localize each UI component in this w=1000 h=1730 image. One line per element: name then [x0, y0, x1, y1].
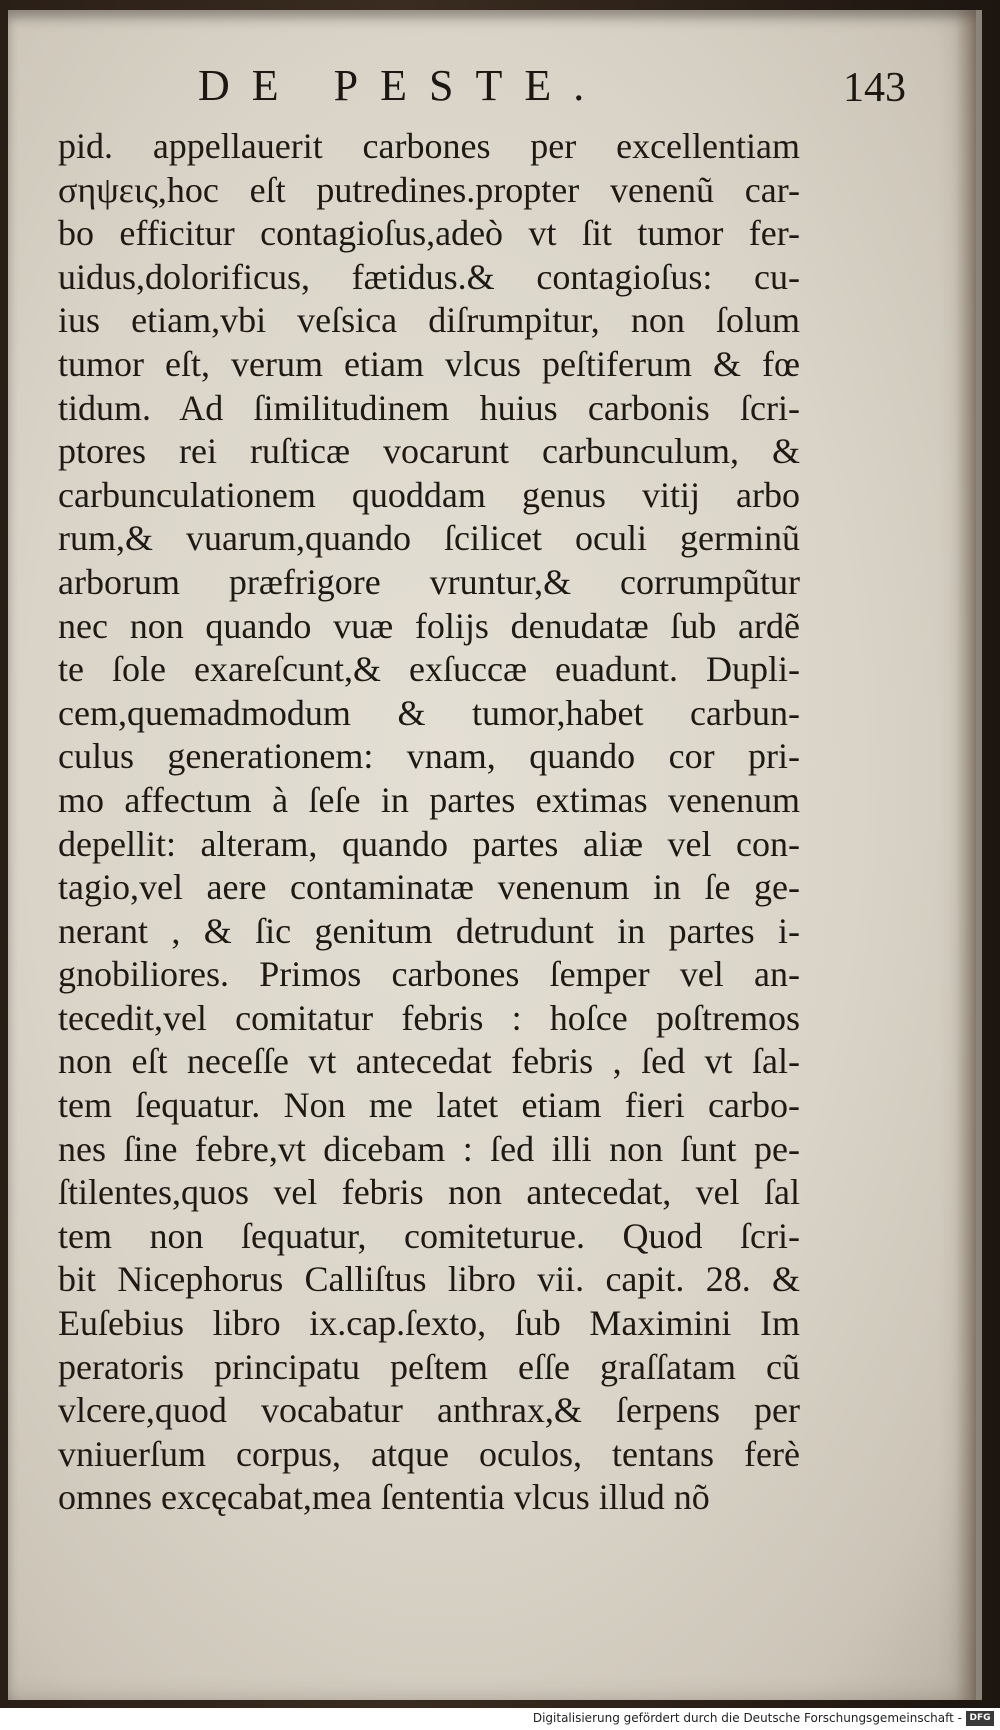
text-line: tidum. Ad ſimilitudinem huius carbonis ſcri- [58, 387, 800, 428]
page-edge-shadow [956, 10, 976, 1700]
text-line: rum,& vuarum,quando ſcilicet oculi germinũ [58, 518, 800, 559]
text-line: omnes excęcabat,mea ſententia vlcus illud nõ [58, 1477, 710, 1518]
footer-credit: Digitalisierung gefördert durch die Deutsche Forschungsgemeinschaft - [532, 1711, 962, 1725]
text-line: te ſole exareſcunt,& exſuccæ euadunt. Dupli- [58, 649, 800, 690]
text-line: tem ſequatur. Non me latet etiam fieri carbo- [58, 1085, 800, 1126]
text-line: gnobiliores. Primos carbones ſemper vel an- [58, 954, 800, 995]
text-line: tecedit,vel comitatur febris : hoſce poſtremos [58, 997, 800, 1038]
text-line: tem non ſequatur, comiteturue. Quod ſcri- [58, 1215, 800, 1256]
text-line: carbunculationem quoddam genus vitij arbo [58, 474, 800, 515]
text-line: vniuerſum corpus, atque oculos, tentans ferè [58, 1433, 800, 1474]
text-line: ſtilentes,quos vel febris non antecedat, vel ſal [58, 1172, 800, 1213]
text-line: σηψεις,hoc eſt putredines.propter venenũ car- [58, 169, 800, 210]
text-line: ius etiam,vbi veſsica diſrumpitur, non ſolum [58, 300, 800, 341]
text-line: nec non quando vuæ folijs denudatæ ſub ardẽ [58, 605, 800, 646]
text-line: nes ſine febre,vt dicebam : ſed illi non ſunt pe- [58, 1128, 800, 1169]
text-line: arborum præfrigore vruntur,& corrumpũtur [58, 561, 800, 602]
text-line: uidus,dolorificus, fætidus.& contagioſus: cu- [58, 256, 800, 297]
running-head-title: DE PESTE. [198, 61, 607, 110]
text-line: Euſebius libro ix.cap.ſexto, ſub Maximini Im [58, 1303, 800, 1344]
text-line: ptores rei ruſticæ vocarunt carbunculum, & [58, 431, 800, 472]
text-line: bit Nicephorus Calliſtus libro vii. capit. 28. & [58, 1259, 800, 1300]
text-line: tagio,vel aere contaminatæ venenum in ſe ge- [58, 867, 800, 908]
book-page [8, 10, 982, 1700]
dfg-logo-icon: DFG [966, 1711, 994, 1726]
text-line: mo affectum à ſeſe in partes extimas venenum [58, 779, 800, 820]
text-line: bo efficitur contagioſus,adeò vt ſit tumor fer- [58, 213, 800, 254]
text-line: depellit: alteram, quando partes aliæ vel con- [58, 823, 800, 864]
text-line: nerant , & ſic genitum detrudunt in partes i- [58, 910, 800, 951]
body-text [58, 125, 800, 1520]
text-line: vlcere,quod vocabatur anthrax,& ſerpens per [58, 1390, 800, 1431]
footer-bar [0, 1708, 1000, 1730]
page-number: 143 [843, 65, 906, 111]
running-head [8, 60, 976, 120]
text-line: culus generationem: vnam, quando cor pri- [58, 736, 800, 777]
text-line: pid. appellauerit carbones per excellentiam [58, 126, 800, 166]
text-line: cem,quemadmodum & tumor,habet carbun- [58, 692, 800, 733]
text-line: peratoris principatu peſtem eſſe graſſatam cũ [58, 1346, 800, 1387]
text-line: tumor eſt, verum etiam vlcus peſtiferum & fœ [58, 343, 800, 384]
text-line: non eſt neceſſe vt antecedat febris , ſed vt ſal- [58, 1041, 800, 1082]
